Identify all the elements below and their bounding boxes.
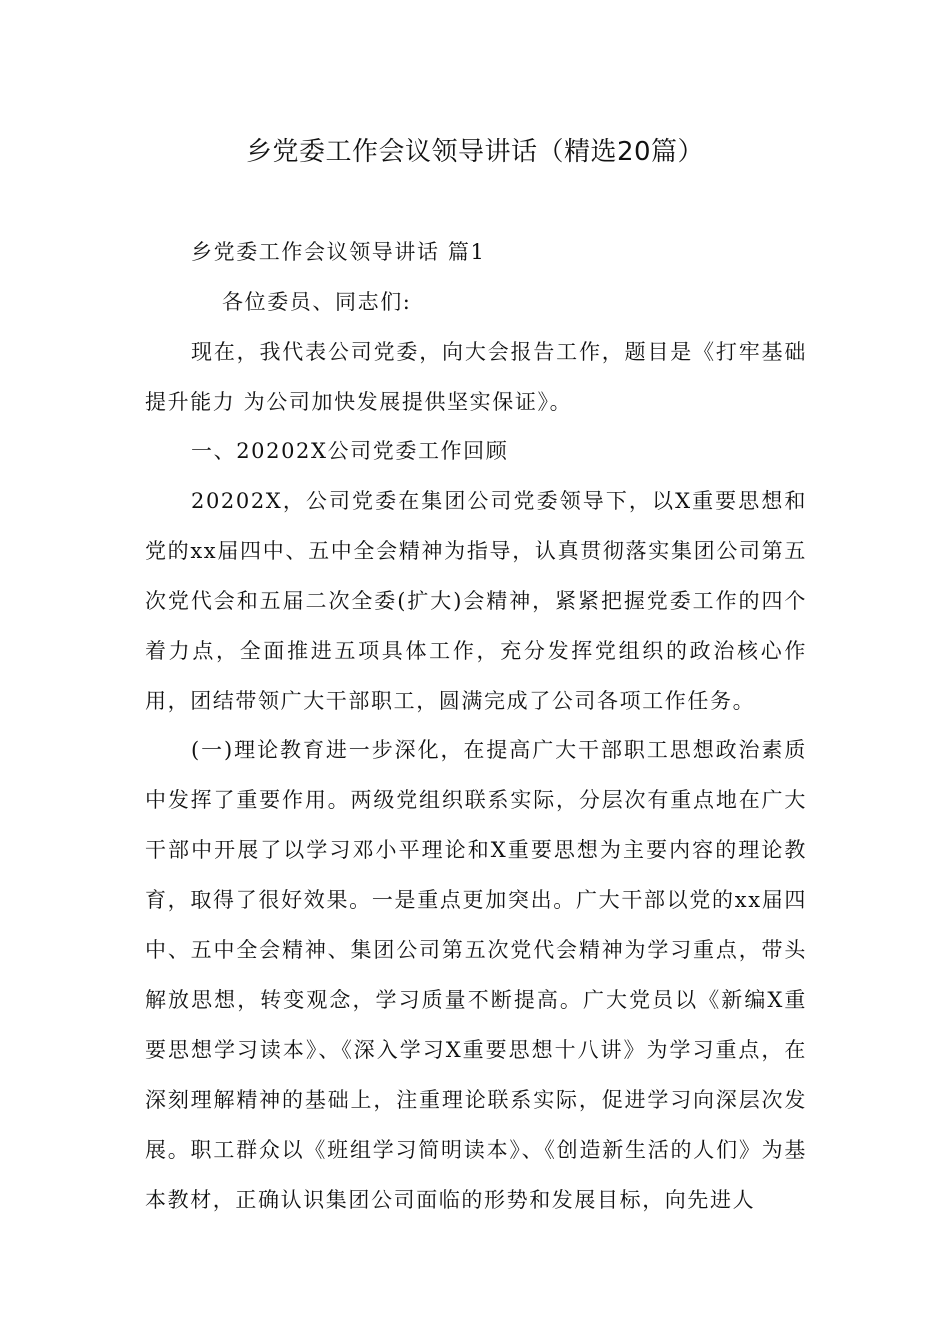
subheading-review: 一、20202X公司党委工作回顾 xyxy=(191,439,509,463)
paragraph-review: 20202X，公司党委在集团公司党委领导下，以X重要思想和党的xx届四中、五中全会精神为指导，认真贯彻落实集团公司第五次党代会和五届二次全委(扩大)会精神，紧紧把握党委工作的四个着力点，全面推进五项具体工作，充分发挥党组织的政治核心作用，团结带领广大干部职工，圆满完成了公司各项工作任务。 xyxy=(145,489,807,713)
section-heading: 乡党委工作会议领导讲话 篇1 xyxy=(191,240,486,264)
salutation: 各位委员、同志们: xyxy=(222,290,412,314)
document-title: 乡党委工作会议领导讲话（精选20篇） xyxy=(245,137,705,167)
paragraph-intro: 现在，我代表公司党委，向大会报告工作，题目是《打牢基础提升能力 为公司加快发展提供坚实保证》。 xyxy=(145,340,807,414)
paragraph-theory-education: (一)理论教育进一步深化，在提高广大干部职工思想政治素质中发挥了重要作用。两级党组织联系实际，分层次有重点地在广大干部中开展了以学习邓小平理论和X重要思想为主要内容的理论教育，取得了很好效果。一是重点更加突出。广大干部以党的xx届四中、五中全会精神、集团公司第五次党代会精神为学习重点，带头解放思想，转变观念，学习质量不断提高。广大党员以《新编X重要思想学习读本》、《深入学习X重要思想十八讲》为学习重点，在深刻理解精神的基础上，注重理论联系实际，促进学习向深层次发展。职工群众以《班组学习简明读本》、《创造新生活的人们》为基本教材，正确认识集团公司面临的形势和发展目标，向先进人 xyxy=(145,738,807,1212)
